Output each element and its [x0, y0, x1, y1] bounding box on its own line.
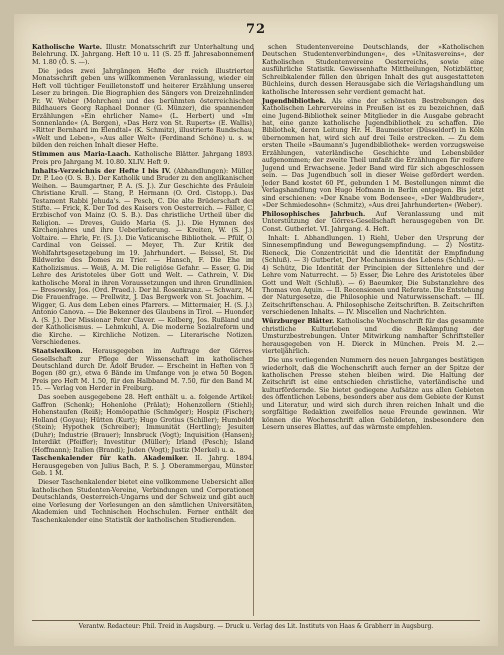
entry-text: II. Jahrg. 1894. Herausgegeben von Julius Bach, P. S. J. Oberammergau, Münster. Geb. 1 M. [32, 454, 254, 478]
left-column [32, 44, 254, 526]
entry-paragraph [262, 211, 484, 233]
entry-heading: Jugendbibliothek. [262, 96, 327, 105]
right-column [262, 44, 484, 433]
entry-text: Illustr. Monatsschrift zur Unterhaltung und Belehrung. IX. Jahrgang. Heft 10 u. 11 (S. 25 ff. Jahresabonnement M. 1.80 (Ö. S. —). [32, 43, 254, 66]
entry-heading: Philosophisches Jahrbuch. [262, 209, 366, 218]
entry-text: schen Studentenvereine Deutschlands, der »Katholischen Deutschen Studentenverbindungen«, des »Unitasvereins«, der Katholischen Studentenvereine Oesterreichs, sowie eine ausführliche Statistik. Gewissenhafte Mittheilungen, Notizblätter, Schreibkalender füllen den übrigen Inhalt des gut ausgestatteten Büchleins, durch dessen Herausgabe sich die Verlagshandlung um katholische Interessen sehr verdient gemacht hat. [262, 43, 484, 96]
entry-paragraph [32, 479, 254, 524]
entry-heading: Katholische Warte. [32, 43, 103, 51]
entry-paragraph [32, 455, 254, 477]
column-divider [253, 48, 254, 616]
page [14, 14, 498, 646]
entry-text: Als eine der schönsten Bestrebungen des Katholischen Lehrervereins in Preußen ist es zu bezeichnen, daß eine Jugend-Bibliothek seiner Mitglieder in die Ausgabe gebracht hat, eine ganze katholische Jugendbibliothek zu schaffen. Die Bibliothek, deren Leitung Hr. H. Baumeister (Düsseldorf) in Köln übernommen hat, wird sich auf drei Teile erstrecken. — Zu dem ersten Theile »Baumann's Jugendbibliothek« werden vorzugsweise Erzählungen, vaterländische Geschichte und Lebensbilder aufgenommen; der zweite Theil umfaßt die Erzählungen für reifere Jugend und Erwachsene. Jeder Band wird für sich abgeschlossen sein. — Das Jugendbuch soll in dieser Weise gefördert werden. Jeder Band kostet 60 Pf., gebunden 1 M. Bestellungen nimmt die Verlagshandlung von Hugo Hofmann in Berlin entgegen. Bis jetzt sind erschienen: »Der Knabe vom Bodensee«, »Der Waldbruder«, »Der Schmiedesohn« (Schmitz), »Aus drei Jahrhunderten« (Weber). [262, 96, 484, 210]
entry-text: Die uns vorliegenden Nummern des neuen Jahrganges bestätigen wiederholt, daß die Wochenschrift auch ferner an der Spitze der katholischen Presse stehen bleiben wird. Die Haltung der Zeitschrift ist eine entschieden christliche, vaterländische und kulturfördernde. Sie bietet gediegene Aufsätze aus allen Gebieten des öffentlichen Lebens, besonders aber aus dem Gebiete der Kunst und Literatur, und wird sich durch ihren reichen Inhalt und die sorgfältige Redaktion zweifellos neue Freunde gewinnen. Wir können die Wochenschrift allen Gebildeten, insbesondere den Lesern unseres Blattes, auf das wärmste empfehlen. [262, 356, 484, 432]
entry-paragraph [262, 235, 484, 317]
entry-heading: Würzburger Blätter. [262, 317, 335, 326]
entry-text: Inhalt: I. Abhandlungen. 1) Riehl, Ueber den Ursprung der Sinnesempfindung und Bewegungsempfindung. — 2) Nostitz-Rieneck, Die Conzentricität und die Identität der Empfindung (Schluß). — 3) Gutberlet, Der Mechanismus des Lebens (Schluß). — 4) Schütz, Die Identität der Principien der Sittenlehre und der Lehre vom Naturrecht. — 5) Esser, Die Lehre des Aristoteles über Gott und Welt (Schluß). — 6) Baeumker, Die Substanzlehre des Thomas von Aquin. — II. Recensionen und Referate. Die Entstehung der Naturgesetze, die Philosophie und Naturwissenschaft. — III. Zeitschriftenschau. A. Philosophische Zeitschriften. B. Zeitschriften verschiedenen Inhalts. — IV. Miscellen und Nachrichten. [262, 233, 484, 317]
entry-heading: Taschenkalender für kath. Akademiker. [32, 454, 189, 463]
page-number: 72 [245, 22, 267, 37]
entry-text: Die jedes zwei Jahrgängen Hefte der reich illustrierten Monatsschrift geben uns willkommenen Veranlassung, wieder ein Heft voll tüchtiger Feuilletonstoff und heiterer Erzählung unserer Leser zu bringen. Die Biographien des Sängers von Dreizehnlinden Fr. W. Weber (Mohrchen) und des berühmten österreichischen Bildhauers Georg Raphael Donner (G. Münzer), die spannenden Erzählungen »Ein ehrlicher Name« (L. Herbert) und »Im Sonnenlande« (A. Bergen), »Das Herz von St. Ruperts« (E. Wallis), »Ritter Bernhard im Elendtal« (K. Schmitz), illustrierte Rundschau, »Welt und Leben«, »Aus aller Welt« (Ferdinand Schöne) u. s. w. bilden den reichen Inhalt dieser Hefte. [32, 66, 254, 150]
footer-rule [32, 620, 480, 621]
entry-paragraph [32, 168, 254, 347]
entry-paragraph [262, 98, 484, 210]
entry-heading: Staatslexikon. [32, 347, 83, 356]
entry-text: Herausgegeben im Auftrage der Görres-Gesellschaft zur Pflege der Wissenschaft im katholischen Deutschland durch Dr. Adolf Bruder. — Erscheint in Heften von 5 Bogen (80 gr.), etwa 6 Bände im Umfange von je etwa 50 Bogen. Preis pro Heft M. 1.50, für den Halbband M. 7.50, für den Band M. 15. — Verlag von Herder in Freiburg. [32, 347, 254, 393]
entry-paragraph [32, 151, 254, 166]
entry-text: Das soeben ausgegebene 28. Heft enthält u. a. folgende Artikel: Gaffron (Schenk); Hohenlohe (Prälat); Hohenzollern (Stiehl); Hohenstaufen (Reiß); Homöopathie (Schmöger); Hospiz (Fischer); Holland (Goyau); Hütten (Kurt); Hugo Grotius (Schiller); Humboldt (Stein); Hypothek (Schreiber); Immunität (Hertling); Jesuiten (Duhr); Industrie (Brauer); Innsbruck (Vogt); Inquisition (Hansen); Interdikt (Pfeiffer); Investitur (Müller); Irland (Pesch); Island (Hoffmann); Italien (Brandi); Juden (Vogt); Justiz (Merkel) u. a. [32, 393, 254, 454]
entry-text: Katholische Wochenschrift für das gesammte christliche Kulturleben und die Bekämpfung der Umsturzbestrebungen. Unter Mitwirkung namhafter Schriftsteller herausgegeben von H. Dierck in München. Preis M. 2.— vierteljährlich. [262, 317, 484, 356]
entry-paragraph [32, 68, 254, 150]
entry-text: (Abhandlungen): Müller, Dr. P. Leo (O. S. B.). Der Katholik und Bruder zu den anglikanischen Weihen. — Baumgartner, P. A. (S. J.). Zur Geschichte des Fräulein Christiane Krull. — Stang, P. Hermann (O. Ord. Cistopp.). Das Testament Rabbi Jehuda's. — Pesch, C. Die alte Brüderschaft der Stifte. — Frick, K. Der Tod des Kaisers von Oesterreich. — Fäller, C. Erzbischof von Mainz (O. S. B.). Das christliche Urtheil über die Religion. — Dreves, Guido Maria (S. J.). Die Hymnen des Kirchenjahres und ihre Ueberlieferung. — Kreiten, W. (S. J.). Voltaire. — Ehrle, Fr. (S. J.). Die Vaticanische Bibliothek. — Pfülf, O. Cardinal von Geissel. — Meyer, Th. Zur Kritik der Wohlfahrtsgesetzgebung im 19. Jahrhundert. — Beissel, St. Die Bildwerke des Domes zu Trier. — Hansch, F. Die Ehe im Katholizismus. — Weiß, A. M. Die religiöse Gefahr. — Esser, G. Die Lehre des Aristoteles über Gott und Welt. — Cathrein, V. Die katholische Moral in ihren Voraussetzungen und ihren Grundlinien. — Bresowsky, Jos. (Ord. Praed.). Der hl. Rosenkranz. — Schwarz, M. Die Frauenfrage. — Prellwitz, J. Das Bergwerk von St. Joachim. — Wigger, G. Aus dem Leben eines Pfarrers. — Mittermaier, H. (S. J.). Antonio Canova. — Die Bekenner des Glaubens in Tirol. — Huonder, A. (S. J.). Der Missionar Peter Claver. — Kolberg, Jos. Rußland und der Katholicismus. — Lehmkuhl, A. Die moderne Sozialreform und die Kirche. — Kirchliche Notizen. — Literarische Notizen. Verschiedenes. [32, 166, 255, 347]
entry-text: Dieser Taschenkalender bietet eine vollkommene Uebersicht aller katholischen Studenten-Vereine, Verbindungen und Corporationen Deutschlands, Oesterreich-Ungarns und der Schweiz und gibt auch eine Vorlesung der Vorlesungen an den sämtlichen Universitäten, Akademien und Technischen Hochschulen. Ferner enthält der Taschenkalender eine Statistik der katholischen Studierenden. [32, 478, 254, 524]
entry-paragraph [32, 348, 254, 393]
entry-paragraph [32, 44, 254, 66]
entry-paragraph [262, 357, 484, 432]
entry-text: Auf Veranlassung und mit Unterstützung der Görres-Gesellschaft herausgegeben von Dr. Const. Gutberlet. VI. Jahrgang. 4. Heft. [262, 209, 484, 233]
entry-paragraph [32, 394, 254, 454]
entry-heading: Inhalts-Verzeichnis der Hefte I bis IV. [32, 166, 171, 175]
entry-paragraph [262, 318, 484, 355]
entry-text: Katholische Blätter. Jahrgang 1893. Preis pro Jahrgang M. 10.80. XLIV. Heft 9. [32, 150, 254, 166]
footer-imprint: Verantw. Redacteur: Phil. Treid in Augsburg. — Druck u. Verlag des Lit. Instituts von Haas & Grabherr in Augsburg. [78, 623, 434, 630]
entry-heading: Stimmen aus Maria-Laach. [32, 150, 131, 159]
entry-paragraph [262, 44, 484, 96]
